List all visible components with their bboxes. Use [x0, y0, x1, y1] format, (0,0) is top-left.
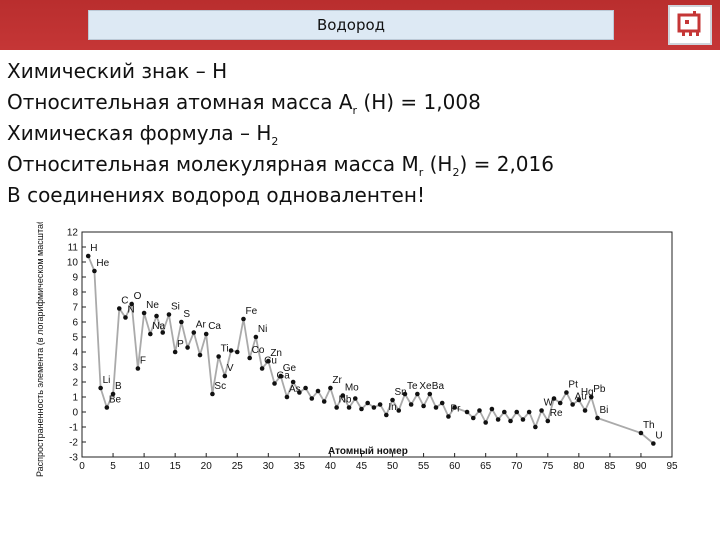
element-label: Sn [394, 387, 407, 398]
data-point [86, 254, 91, 259]
data-point [92, 269, 97, 274]
element-label: Zn [270, 348, 282, 359]
y-tick-label: 1 [72, 392, 78, 404]
element-label: Ga [276, 370, 290, 382]
data-point [316, 389, 321, 394]
element-label: Be [108, 394, 122, 406]
data-point [539, 408, 544, 413]
x-tick-label: 5 [110, 461, 116, 472]
atomic-mass-sub: r [352, 104, 358, 117]
data-point [440, 401, 445, 406]
element-label: Nb [338, 394, 352, 406]
x-tick-label: 65 [480, 461, 492, 472]
data-point [173, 350, 178, 355]
y-axis-label: Распространенность элемента (в логарифмическом масштабе) [35, 222, 45, 478]
data-point [148, 332, 153, 337]
x-tick-label: 95 [666, 461, 678, 472]
element-label: H [90, 243, 98, 254]
data-point [216, 354, 221, 359]
data-point [223, 374, 228, 379]
data-point [545, 419, 550, 424]
formula-sub: 2 [271, 135, 279, 148]
element-label: As [288, 384, 301, 395]
data-point [235, 350, 240, 355]
element-label: Pb [593, 384, 606, 395]
data-point [303, 386, 308, 391]
data-point [328, 386, 333, 391]
data-point [191, 330, 196, 335]
element-label: W [543, 397, 554, 409]
y-tick-label: 4 [72, 347, 78, 359]
data-point [229, 348, 234, 353]
y-tick-label: 7 [72, 302, 78, 314]
data-point [347, 405, 352, 410]
data-point [372, 405, 377, 410]
x-tick-label: 85 [604, 461, 616, 472]
element-label: He [96, 258, 110, 269]
molecular-mass-label: Относительная молекулярная масса M [7, 152, 419, 176]
x-tick-label: 55 [418, 461, 430, 472]
data-point [533, 425, 538, 430]
x-tick-label: 40 [324, 461, 336, 472]
data-point [142, 311, 147, 316]
element-label: Li [102, 375, 111, 386]
data-point [583, 408, 588, 413]
data-point [409, 402, 414, 407]
data-point [508, 419, 513, 424]
plot-frame [82, 232, 672, 457]
y-tick-label: -3 [69, 452, 78, 464]
element-label: Re [549, 408, 563, 419]
data-point [434, 405, 439, 410]
line-molecular-mass [7, 149, 554, 180]
data-point [322, 399, 327, 404]
element-label: Fe [245, 306, 258, 317]
element-label: N [127, 304, 135, 316]
x-tick-label: 0 [79, 461, 85, 472]
x-tick-label: 60 [449, 461, 461, 472]
element-label: Na [152, 321, 166, 332]
element-label: B [115, 381, 122, 392]
data-point [365, 401, 370, 406]
molecular-mass-sub: r [418, 166, 424, 179]
element-label: P [177, 339, 184, 350]
y-tick-label: -2 [69, 437, 78, 449]
data-point [427, 392, 432, 397]
data-point [359, 407, 364, 412]
data-point [254, 335, 259, 340]
atomic-mass-label: Относительная атомная масса A [7, 90, 353, 114]
data-point [285, 395, 290, 400]
data-point [378, 402, 383, 407]
x-axis-label: Атомный номер [328, 446, 408, 457]
logo-icon [668, 5, 712, 45]
x-tick-label: 80 [573, 461, 585, 472]
x-tick-label: 25 [231, 461, 243, 472]
data-point [595, 416, 600, 421]
data-point [154, 314, 159, 319]
element-label: Si [170, 301, 180, 313]
element-label: Au [574, 391, 587, 403]
formula-label: Химическая формула – H [7, 121, 272, 145]
element-label: Ti [220, 343, 229, 355]
element-label: In [388, 402, 397, 413]
data-point [247, 356, 252, 361]
data-point [558, 401, 563, 406]
element-label: Bi [599, 405, 609, 416]
line-valence: В соединениях водород одновалентен! [7, 183, 425, 207]
element-label: Xe [419, 381, 432, 392]
data-point [564, 390, 569, 395]
y-tick-label: 5 [72, 332, 78, 344]
element-label: Ni [257, 324, 268, 335]
x-tick-label: 90 [635, 461, 647, 472]
element-label: Ca [208, 321, 222, 332]
x-tick-label: 75 [542, 461, 554, 472]
molecular-mass-value: ) = 2,016 [459, 152, 554, 176]
element-label: Ba [431, 381, 445, 392]
data-point [353, 396, 358, 401]
data-point [465, 410, 470, 415]
data-point [521, 417, 526, 422]
element-label: Th [642, 420, 655, 431]
data-point [123, 315, 128, 320]
data-point [384, 413, 389, 418]
data-point [204, 332, 209, 337]
data-point [309, 396, 314, 401]
data-point [639, 431, 644, 436]
line-atomic-mass [7, 87, 554, 118]
data-point [651, 441, 656, 446]
data-point [241, 317, 246, 322]
element-label: F [139, 355, 147, 367]
data-point [167, 312, 172, 317]
element-label: Cu [264, 355, 277, 367]
data-point [210, 392, 215, 397]
data-point [514, 410, 519, 415]
data-point [117, 306, 122, 311]
data-point [483, 420, 488, 425]
x-tick-label: 35 [293, 461, 305, 472]
data-point [421, 404, 426, 409]
data-point [496, 417, 501, 422]
data-point [446, 414, 451, 419]
element-label: Ar [195, 319, 206, 331]
abundance-chart [30, 222, 690, 491]
molecular-mass-mid: (H [423, 152, 453, 176]
element-label: Pt [568, 379, 578, 391]
element-label: Te [406, 381, 418, 392]
data-point [98, 386, 103, 391]
element-label: Zr [332, 375, 342, 386]
data-point [260, 366, 265, 371]
x-tick-label: 45 [355, 461, 368, 472]
x-tick-label: 20 [200, 461, 212, 472]
y-tick-label: 6 [72, 317, 78, 329]
data-point [396, 408, 401, 413]
element-label: Ge [282, 363, 297, 374]
x-tick-label: 10 [138, 461, 150, 472]
data-point [334, 405, 339, 410]
element-label: U [655, 430, 663, 442]
y-tick-label: 11 [67, 242, 78, 254]
element-label: Mo [344, 382, 359, 394]
line-symbol: Химический знак – H [7, 59, 228, 83]
data-point [527, 410, 532, 415]
data-point [490, 407, 495, 412]
data-point [272, 381, 277, 386]
data-point [502, 410, 507, 415]
element-label: Hg [580, 387, 594, 398]
y-tick-label: 10 [66, 257, 78, 269]
x-tick-label: 70 [511, 461, 523, 472]
data-point [198, 353, 203, 358]
y-tick-label: 0 [72, 407, 78, 419]
y-tick-label: 12 [66, 227, 78, 239]
element-label: Pr [450, 403, 461, 415]
data-point [471, 416, 476, 421]
element-label: Co [251, 345, 265, 356]
element-label: Sc [214, 381, 227, 392]
element-label: S [183, 309, 191, 320]
data-point [477, 408, 482, 413]
y-tick-label: 9 [72, 272, 78, 284]
y-tick-label: 8 [72, 287, 78, 299]
element-label: Ne [146, 300, 159, 311]
data-point [179, 320, 184, 325]
element-label: V [226, 363, 234, 374]
data-point [136, 366, 141, 371]
element-label: C [121, 295, 129, 307]
x-tick-label: 30 [262, 461, 274, 472]
data-point [185, 345, 190, 350]
y-tick-label: 3 [72, 362, 78, 374]
atomic-mass-value: (H) = 1,008 [357, 90, 481, 114]
slide-title: Водород [88, 10, 614, 40]
y-tick-label: 2 [72, 377, 78, 389]
line-formula [7, 118, 554, 149]
x-tick-label: 15 [169, 461, 181, 472]
chart-svg [30, 222, 690, 487]
element-label: O [133, 291, 142, 302]
element-facts [7, 56, 554, 211]
data-point [570, 402, 575, 407]
molecular-mass-sub2: 2 [452, 166, 460, 179]
y-tick-label: -1 [69, 422, 78, 434]
data-point [105, 405, 110, 410]
data-point [415, 392, 420, 397]
header-bar [0, 0, 720, 50]
x-tick-label: 50 [386, 461, 399, 472]
